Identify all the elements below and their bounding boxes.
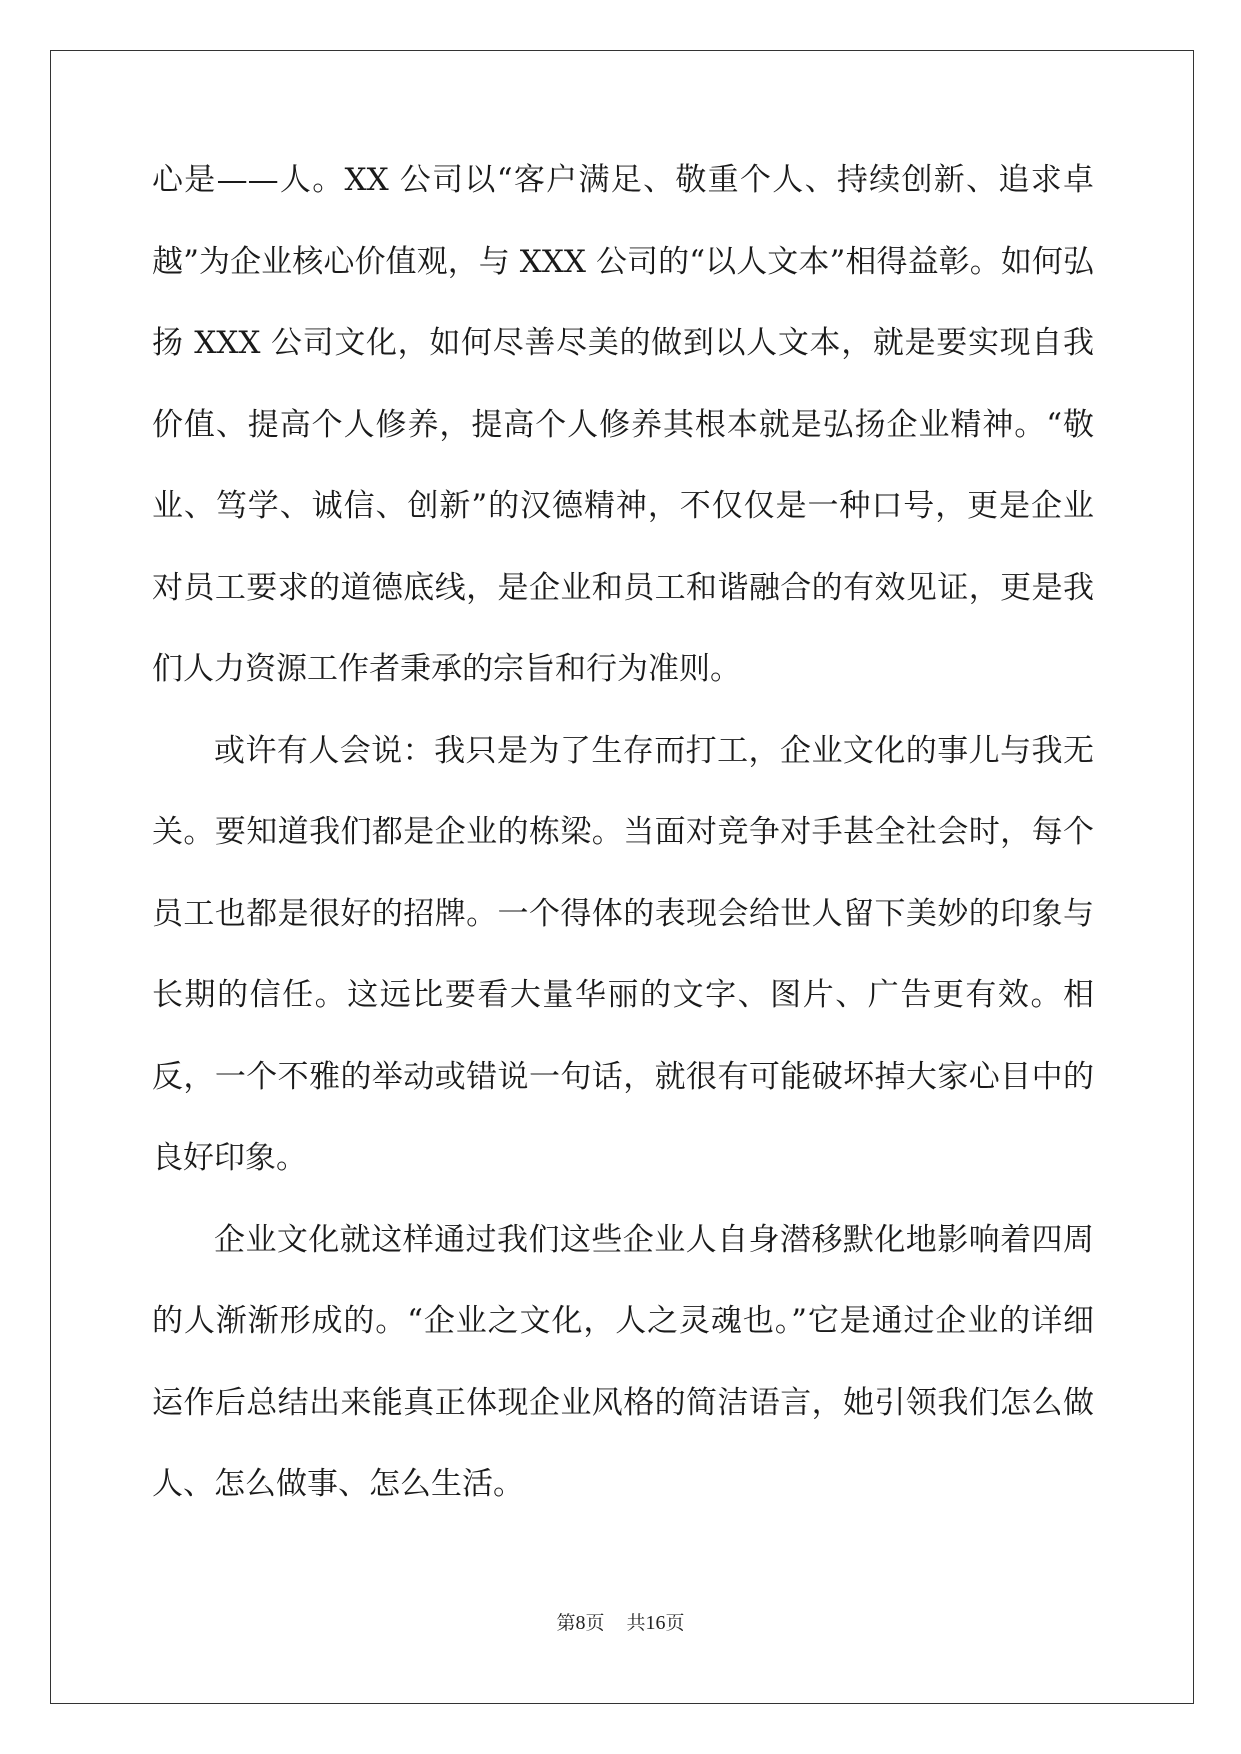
page-number: 8	[575, 1612, 586, 1634]
total-prefix: 共	[626, 1612, 646, 1634]
total-suffix: 页	[665, 1612, 685, 1634]
total-pages: 16	[645, 1612, 666, 1634]
paragraph-3: 企业文化就这样通过我们这些企业人自身潜移默化地影响着四周的人渐渐形成的。“企业之文化，人之灵魂也。”它是通过企业的详细运作后总结出来能真正体现企业风格的简洁语言，她引领我们怎么做人、怎么做事、怎么生活。	[152, 1221, 1094, 1502]
document-body	[152, 140, 1094, 1526]
page-footer	[0, 1608, 1241, 1635]
paragraph-1: 心是——人。XX 公司以“客户满足、敬重个人、持续创新、追求卓越”为企业核心价值观，与 XXX 公司的“以人文本”相得益彰。如何弘扬 XXX 公司文化，如何尽善尽美的做到以人文本，就是要实现自我价值、提高个人修养，提高个人修养其根本就是弘扬企业精神。“敬业、笃学、诚信、创新”的汉德精神，不仅仅是一种口号，更是企业对员工要求的道德底线，是企业和员工和谐融合的有效见证，更是我们人力资源工作者秉承的宗旨和行为准则。	[152, 162, 1094, 687]
paragraph-2: 或许有人会说：我只是为了生存而打工，企业文化的事儿与我无关。要知道我们都是企业的栋梁。当面对竞争对手甚全社会时，每个员工也都是很好的招牌。一个得体的表现会给世人留下美妙的印象与长期的信任。这远比要看大量华丽的文字、图片、广告更有效。相反，一个不雅的举动或错说一句话，就很有可能破坏掉大家心目中的良好印象。	[152, 732, 1094, 1176]
page-prefix: 第	[556, 1612, 576, 1634]
page-suffix: 页	[585, 1612, 605, 1634]
